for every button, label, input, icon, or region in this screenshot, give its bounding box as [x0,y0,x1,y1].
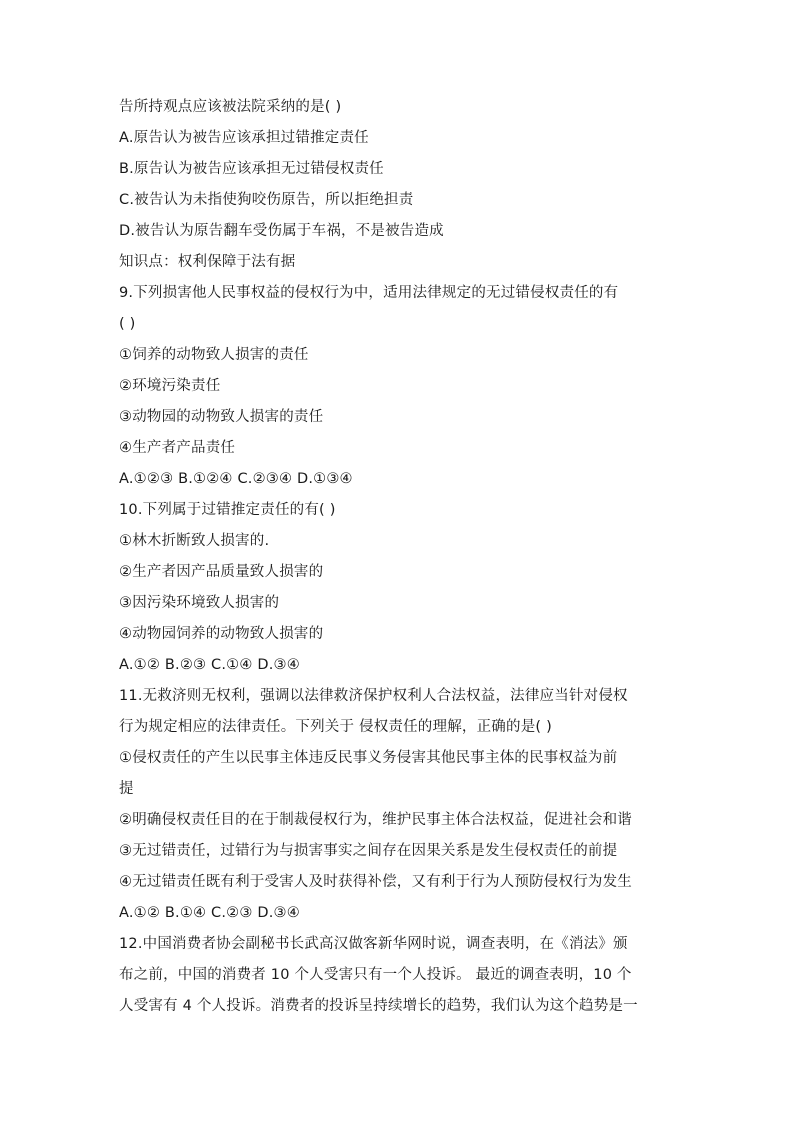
q11-item-1-cont: 提 [119,781,134,797]
question-8-stem-end: 告所持观点应该被法院采纳的是( ) [119,99,342,115]
q10-item-1: ①林木折断致人损害的. [119,533,270,549]
option-c: C.被告认为未指使狗咬伤原告，所以拒绝担责 [119,192,414,208]
q10-item-4: ④动物园饲养的动物致人损害的 [119,626,324,642]
question-11-stem: 11.无救济则无权利，强调以法律救济保护权利人合法权益，法律应当针对侵权 [119,688,628,704]
q11-options: A.①② B.①④ C.②③ D.③④ [119,905,300,921]
q9-options: A.①②③ B.①②④ C.②③④ D.①③④ [119,471,353,487]
question-12-stem: 12.中国消费者协会副秘书长武高汉做客新华网时说，调查表明，在《消法》颁 [119,936,628,952]
q10-options: A.①② B.②③ C.①④ D.③④ [119,657,300,673]
knowledge-point: 知识点：权利保障于法有据 [119,254,296,270]
q11-item-1: ①侵权责任的产生以民事主体违反民事义务侵害其他民事主体的民事权益为前 [119,750,618,766]
q9-item-1: ①饲养的动物致人损害的责任 [119,347,309,363]
option-a: A.原告认为被告应该承担过错推定责任 [119,130,369,146]
question-10-stem: 10.下列属于过错推定责任的有( ) [119,502,336,518]
question-12-stem-2: 布之前，中国的消费者 10 个人受害只有一个人投诉。 最近的调查表明，10 个 [119,967,632,983]
question-9-blank: ( ) [119,316,136,332]
question-12-stem-3: 人受害有 4 个人投诉。消费者的投诉呈持续增长的趋势，我们认为这个趋势是一 [119,998,638,1014]
q11-item-3: ③无过错责任，过错行为与损害事实之间存在因果关系是发生侵权责任的前提 [119,843,618,859]
question-11-stem-2: 行为规定相应的法律责任。下列关于 侵权责任的理解，正确的是( ) [119,719,552,735]
question-9-stem: 9.下列损害他人民事权益的侵权行为中，适用法律规定的无过错侵权责任的有 [119,285,619,301]
q9-item-4: ④生产者产品责任 [119,440,236,456]
q11-item-4: ④无过错责任既有利于受害人及时获得补偿，又有利于行为人预防侵权行为发生 [119,874,632,890]
option-d: D.被告认为原告翻车受伤属于车祸，不是被告造成 [119,223,444,239]
q9-item-2: ②环境污染责任 [119,378,221,394]
option-b: B.原告认为被告应该承担无过错侵权责任 [119,161,384,177]
q10-item-3: ③因污染环境致人损害的 [119,595,280,611]
q9-item-3: ③动物园的动物致人损害的责任 [119,409,324,425]
q11-item-2: ②明确侵权责任目的在于制裁侵权行为，维护民事主体合法权益，促进社会和谐 [119,812,632,828]
q10-item-2: ②生产者因产品质量致人损害的 [119,564,324,580]
